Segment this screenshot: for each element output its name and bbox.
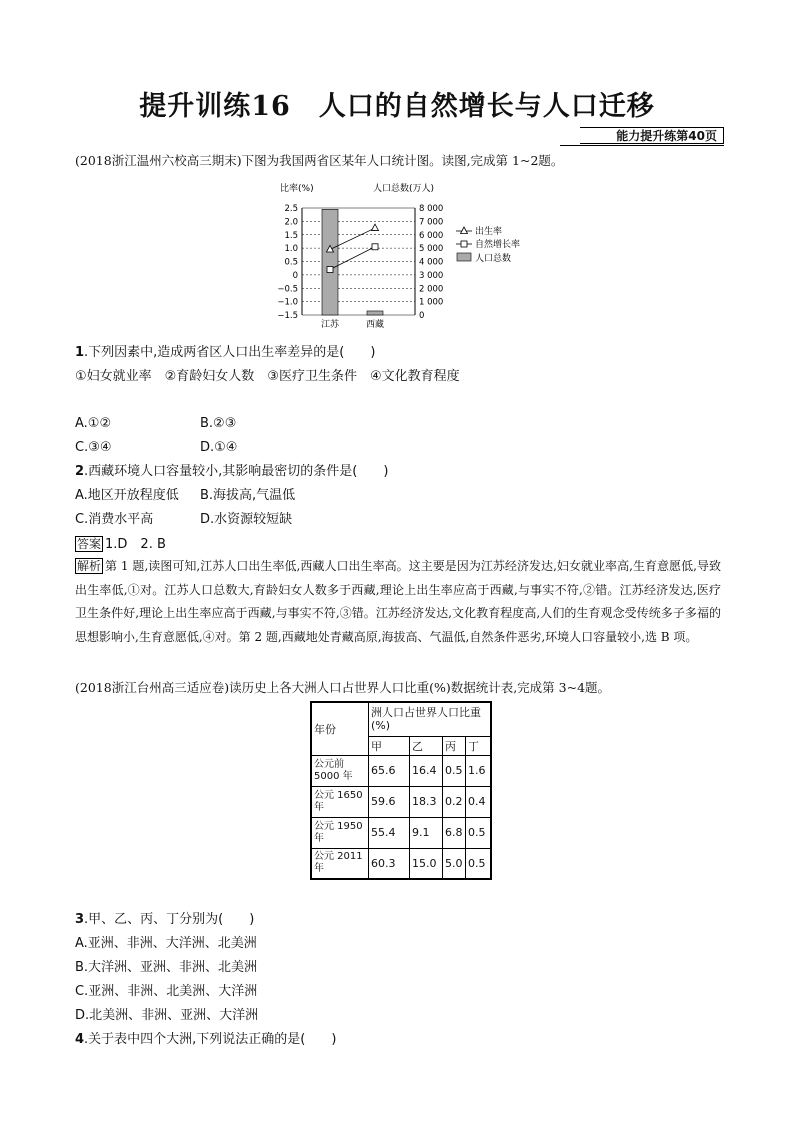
header-share: 洲人口占世界人口比重(%): [369, 702, 492, 736]
population-chart: [270, 178, 550, 328]
year-cell: 公元前 5000 年: [311, 755, 369, 786]
population-bar: [322, 209, 338, 315]
legend-birth-marker: [461, 227, 468, 234]
analysis-tag: 解析: [77, 559, 102, 573]
right-tick-label: 5 000: [419, 244, 444, 255]
growth-rate-point: [372, 244, 378, 250]
population-share-table: [310, 701, 492, 880]
value-cell: 18.3: [410, 786, 443, 817]
year-cell: 公元 1650 年: [311, 786, 369, 817]
q2-option-b: B.海拔高,气温低: [200, 488, 296, 503]
value-cell: 65.6: [369, 755, 410, 786]
q1-option-a: A.①②: [75, 416, 112, 431]
right-tick-label: 1 000: [419, 297, 444, 308]
q3-option-c: C.亚洲、非洲、北美洲、大洋洲: [75, 984, 258, 999]
right-tick-label: 2 000: [419, 284, 444, 295]
question-1-factors: ①妇女就业率 ②育龄妇女人数 ③医疗卫生条件 ④文化教育程度: [75, 369, 460, 384]
value-cell: 0.2: [443, 786, 466, 817]
question-3: 3.甲、乙、丙、丁分别为( ): [75, 912, 255, 927]
value-cell: 0.5: [466, 817, 492, 848]
right-axis-label: 人口总数(万人): [373, 184, 435, 194]
analysis-paragraph: [75, 555, 721, 649]
value-cell: 59.6: [369, 786, 410, 817]
left-tick-label: 2.0: [284, 217, 298, 228]
category-label: 江苏: [320, 320, 340, 328]
value-cell: 6.8: [443, 817, 466, 848]
population-bar: [367, 311, 383, 315]
header-year: 年份: [311, 702, 369, 755]
value-cell: 55.4: [369, 817, 410, 848]
col-header: 乙: [410, 736, 443, 755]
q2-option-a: A.地区开放程度低: [75, 488, 179, 503]
col-header: 丁: [466, 736, 492, 755]
right-tick-label: 3 000: [419, 270, 444, 281]
q1-option-c: C.③④: [75, 440, 112, 455]
legend-label: 人口总数: [475, 254, 512, 264]
left-tick-label: 1.0: [284, 244, 298, 255]
question-2: 2.西藏环境人口容量较小,其影响最密切的条件是( ): [75, 464, 389, 479]
value-cell: 0.4: [466, 786, 492, 817]
left-tick-label: −1.0: [277, 297, 298, 308]
q2-option-c: C.消费水平高: [75, 512, 154, 527]
value-cell: 0.5: [443, 755, 466, 786]
intro-text-1: (2018浙江温州六校高三期末)下图为我国两省区某年人口统计图。读图,完成第 1~2题。: [75, 153, 564, 168]
col-header: 丙: [443, 736, 466, 755]
q1-option-b: B.②③: [200, 416, 237, 431]
answer-text: 1.D 2. B: [105, 537, 166, 552]
divider: [560, 145, 724, 146]
value-cell: 1.6: [466, 755, 492, 786]
table-row: [311, 786, 491, 817]
right-tick-label: 7 000: [419, 217, 444, 228]
intro-text-2: (2018浙江台州高三适应卷)读历史上各大洲人口占世界人口比重(%)数据统计表,完成第 3~4题。: [75, 680, 611, 695]
page-title: 提升训练16 人口的自然增长与人口迁移: [139, 91, 655, 122]
legend-growth-marker: [461, 241, 467, 247]
left-tick-label: 2.5: [284, 204, 298, 214]
legend-label: 出生率: [475, 227, 503, 237]
answer-tag: 答案: [77, 537, 102, 551]
table-row: [311, 848, 491, 879]
q2-option-d: D.水资源较短缺: [200, 512, 293, 527]
q1-option-d: D.①④: [200, 440, 238, 455]
q3-option-a: A.亚洲、非洲、大洋洲、北美洲: [75, 936, 257, 951]
col-header: 甲: [369, 736, 410, 755]
page-reference: 能力提升练第40页: [580, 127, 724, 144]
value-cell: 60.3: [369, 848, 410, 879]
left-tick-label: 1.5: [284, 230, 298, 241]
value-cell: 0.5: [466, 848, 492, 879]
answer-line: [75, 536, 166, 553]
right-tick-label: 8 000: [419, 204, 444, 214]
value-cell: 15.0: [410, 848, 443, 879]
value-cell: 9.1: [410, 817, 443, 848]
left-tick-label: −0.5: [277, 284, 298, 295]
year-cell: 公元 1950 年: [311, 817, 369, 848]
right-tick-label: 0: [419, 311, 425, 321]
left-tick-label: 0.5: [284, 257, 298, 268]
q3-option-d: D.北美洲、非洲、亚洲、大洋洲: [75, 1008, 259, 1023]
value-cell: 5.0: [443, 848, 466, 879]
left-axis-label: 比率(%): [280, 184, 314, 194]
category-label: 西藏: [365, 320, 385, 328]
question-4: 4.关于表中四个大洲,下列说法正确的是( ): [75, 1032, 337, 1047]
birth-rate-point: [372, 224, 379, 231]
analysis-text: 第 1 题,读图可知,江苏人口出生率低,西藏人口出生率高。这主要是因为江苏经济发达,妇女就业率高,生育意愿低,导致出生率低,①对。江苏人口总数大,育龄妇女人数多于西藏,理论上出生率应高于西藏,与事实不符,②错。江苏经济发达,医疗卫生条件好,理论上出生率应高于西藏,与事实不符,③错。江苏经济发达,文化教育程度高,人们的生育观念受传统多子多福的思想影响小,生育意愿低,④对。第 2 题,西藏地处青藏高原,海拔高、气温低,自然条件恶劣,环境人口容量较小,选 B 项。: [75, 559, 721, 644]
growth-rate-point: [327, 267, 333, 273]
q3-option-b: B.大洋洲、亚洲、非洲、北美洲: [75, 960, 258, 975]
legend-label: 自然增长率: [475, 240, 521, 250]
legend-bar-swatch: [457, 253, 471, 261]
value-cell: 16.4: [410, 755, 443, 786]
left-tick-label: −1.5: [277, 311, 298, 321]
left-tick-label: 0: [292, 270, 298, 281]
question-1: 1.下列因素中,造成两省区人口出生率差异的是( ): [75, 345, 376, 360]
table-row: [311, 817, 491, 848]
right-tick-label: 4 000: [419, 257, 444, 268]
table-row: [311, 755, 491, 786]
right-tick-label: 6 000: [419, 230, 444, 241]
year-cell: 公元 2011 年: [311, 848, 369, 879]
